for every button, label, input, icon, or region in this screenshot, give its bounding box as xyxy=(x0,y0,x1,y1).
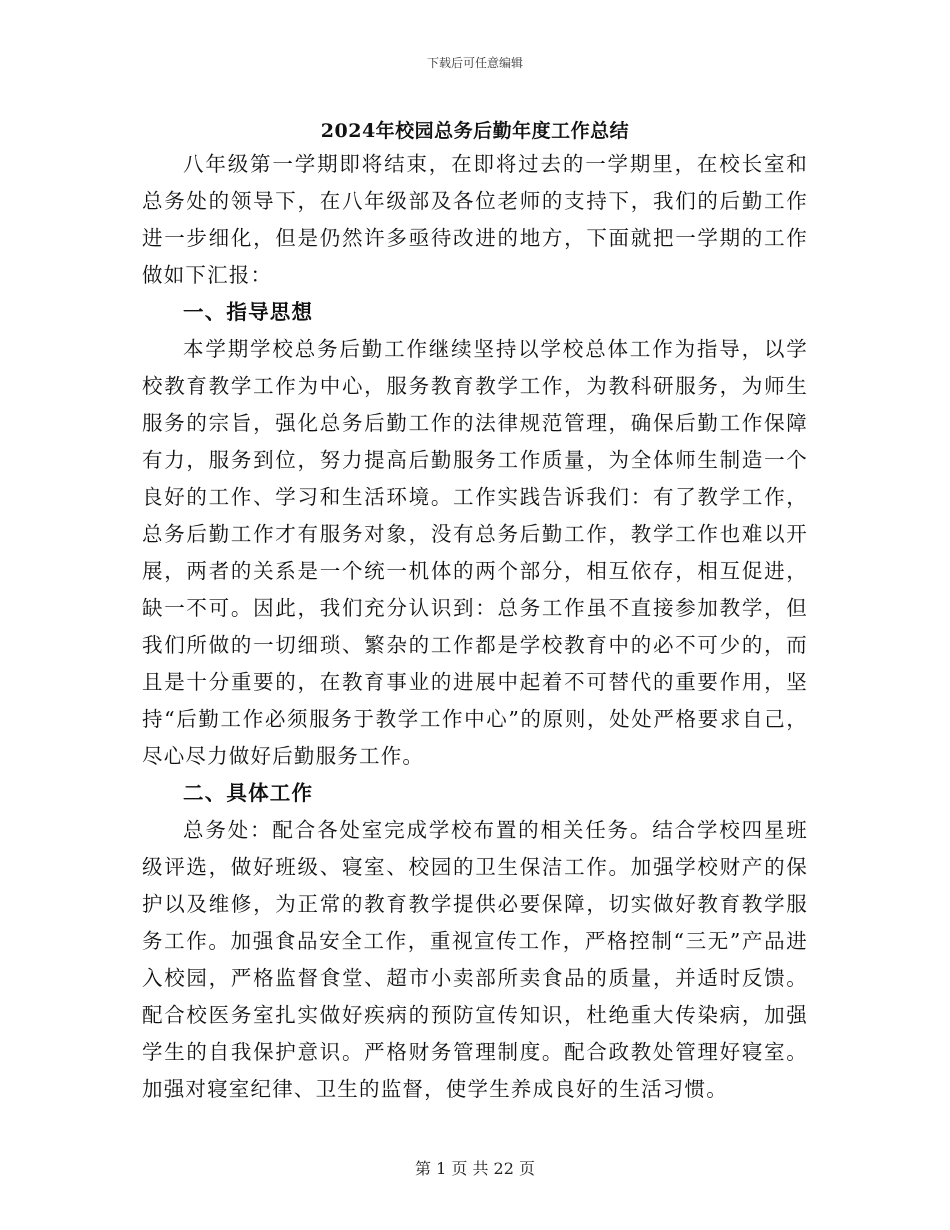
page-footer: 第 1 页 共 22 页 xyxy=(415,1159,535,1178)
section-heading-specific-work: 二、具体工作 xyxy=(183,781,314,805)
header-note: 下载后可任意编辑 xyxy=(426,56,523,70)
section-paragraph-specific-work: 总务处：配合各处室完成学校布置的相关任务。结合学校四星班级评选，做好班级、寝室、校园的卫生保洁工作。加强学校财产的保护以及维修，为正常的教育教学提供必要保障，切实做好教育教学服务工作。加强食品安全工作，重视宣传工作，严格控制“三无”产品进入校园，严格监督食堂、超市小卖部所卖食品的质量，并适时反馈。配合校医务室扎实做好疾病的预防宣传知识，杜绝重大传染病，加强学生的自我保护意识。严格财务管理制度。配合政教处管理好寝室。加强对寝室纪律、卫生的监督，使学生养成良好的生活习惯。 xyxy=(142,818,808,1101)
document-title: 2024年校园总务后勤年度工作总结 xyxy=(320,120,630,142)
document-body xyxy=(142,146,808,1108)
section-paragraph-guiding-ideology: 本学期学校总务后勤工作继续坚持以学校总体工作为指导，以学校教育教学工作为中心，服务教育教学工作，为教科研服务，为师生服务的宗旨，强化总务后勤工作的法律规范管理，确保后勤工作保障有力，服务到位，努力提高后勤服务工作质量，为全体师生制造一个良好的工作、学习和生活环境。工作实践告诉我们：有了教学工作，总务后勤工作才有服务对象，没有总务后勤工作，教学工作也难以开展，两者的关系是一个统一机体的两个部分，相互依存，相互促进，缺一不可。因此，我们充分认识到：总务工作虽不直接参加教学，但我们所做的一切细琐、繁杂的工作都是学校教育中的必不可少的，而且是十分重要的，在教育事业的进展中起着不可替代的重要作用，坚持“后勤工作必须服务于教学工作中心”的原则，处处严格要求自己，尽心尽力做好后勤服务工作。 xyxy=(142,337,808,768)
section-heading-guiding-ideology: 一、指导思想 xyxy=(183,300,314,324)
intro-paragraph: 八年级第一学期即将结束，在即将过去的一学期里，在校长室和总务处的领导下，在八年级部及各位老师的支持下，我们的后勤工作进一步细化，但是仍然许多亟待改进的地方，下面就把一学期的工作做如下汇报： xyxy=(142,152,808,287)
